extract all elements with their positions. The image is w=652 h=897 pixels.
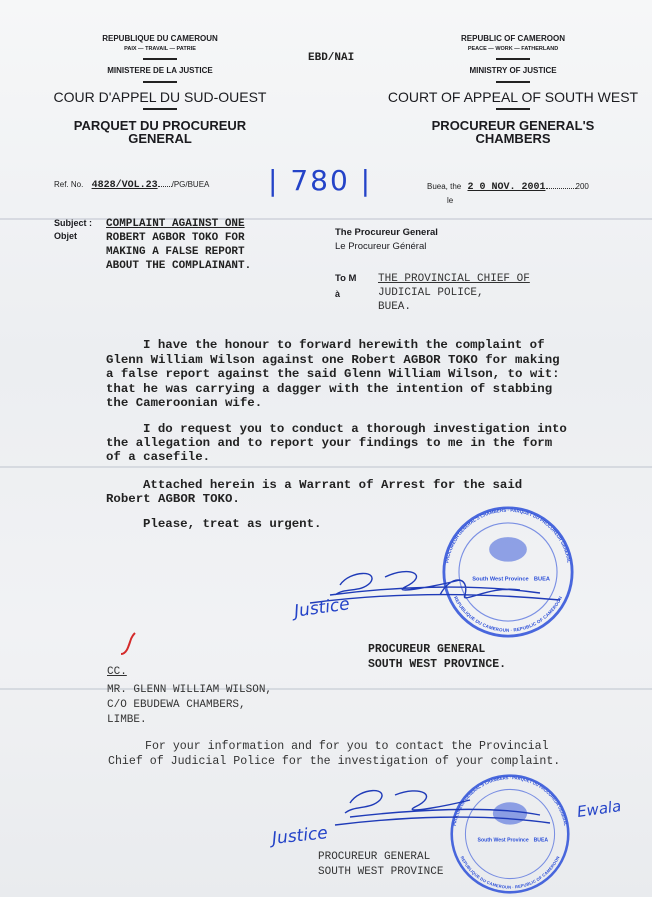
cc-label-text: CC.	[107, 666, 127, 678]
ref-line	[54, 180, 209, 191]
stamp-city: BUEA	[533, 576, 550, 583]
header-en-motto: PEACE — WORK — FATHERLAND	[467, 46, 559, 52]
cc-note	[108, 739, 560, 769]
paragraph-3	[106, 478, 522, 506]
cc-line: C/O EBUDEWA CHAMBERS,	[107, 699, 246, 711]
paragraph-1	[106, 338, 560, 411]
signature-province: SOUTH WEST PROVINCE.	[368, 658, 507, 671]
body-line: Glenn William Wilson against one Robert AGBOR TOKO for making	[106, 352, 560, 367]
subject-text	[106, 217, 251, 273]
cc-address	[107, 683, 272, 728]
header-en-country: REPUBLIC OF CAMEROON	[461, 34, 565, 43]
header-fr-motto: PAIX — TRAVAIL — PATRIE	[124, 46, 196, 52]
signature-handwriting: Justice	[271, 823, 329, 849]
office-line: PARQUET DU PROCUREUR	[73, 118, 247, 133]
subject-line: COMPLAINT AGAINST ONE	[106, 218, 245, 230]
signature-title: PROCUREUR GENERAL	[368, 643, 486, 656]
subject-line: MAKING A FALSE REPORT	[106, 246, 245, 258]
body-line: that he was carrying a dagger with the intention of stabbing	[106, 381, 553, 396]
subject-line: ROBERT AGBOR TOKO FOR	[106, 232, 245, 244]
body-line: the Cameroonian wife.	[106, 396, 263, 411]
signature-handwriting: Justice	[292, 594, 351, 622]
initials: EBD/NAI	[308, 52, 355, 64]
body-line: I have the honour to forward herewith the complaint of	[143, 338, 545, 352]
body-line: of a casefile.	[106, 450, 211, 464]
recipient-label: To M	[335, 273, 357, 284]
stamp-bottom-text: REPUBLIQUE DU CAMEROUN · REPUBLIC OF CAMEROON	[452, 595, 564, 633]
header-en-ministry: MINISTRY OF JUSTICE	[469, 66, 557, 75]
subject-label-fr: Objet	[54, 231, 78, 241]
stamp-inner-text: South West Province	[477, 837, 529, 844]
stamp-outer-text: PROCUREUR GENERAL'S CHAMBERS · PARQUET DU PROCUREUR GENERAL	[444, 507, 572, 564]
body-line: the allegation and to report your findings to me in the form	[106, 436, 553, 450]
cc-line: LIMBE.	[107, 714, 147, 726]
recipient-line: BUEA.	[378, 301, 412, 313]
ref-number: 4828/VOL.23	[91, 180, 158, 191]
signature-province: SOUTH WEST PROVINCE	[318, 866, 444, 878]
divider	[143, 81, 177, 83]
recipient-line: JUDICIAL POLICE,	[378, 287, 484, 299]
paragraph-2	[106, 422, 567, 464]
fold-line	[0, 466, 652, 468]
signature-block-2	[318, 850, 443, 880]
divider	[496, 81, 530, 83]
paragraph-4: Please, treat as urgent.	[143, 517, 322, 531]
date-label: Buea, the	[427, 182, 462, 191]
date-value: 2 0 NOV. 2001	[467, 182, 546, 193]
body-line: I do request you to conduct a thorough investigation into	[143, 422, 567, 436]
body-line: Robert AGBOR TOKO.	[106, 492, 240, 506]
office-line: GENERAL	[128, 131, 192, 146]
signature-block	[368, 642, 506, 672]
stamp-city: BUEA	[533, 837, 549, 844]
stamp-bottom-text: REPUBLIQUE DU CAMEROUN · REPUBLIC OF CAMEROON	[459, 855, 561, 890]
divider	[496, 58, 530, 60]
header-fr-ministry: MINISTERE DE LA JUSTICE	[107, 66, 213, 75]
date-label-fr: le	[447, 196, 454, 205]
recipient-line: THE PROVINCIAL CHIEF OF	[378, 273, 530, 285]
cc-line: MR. GLENN WILLIAM WILSON,	[107, 684, 273, 696]
fold-line	[0, 218, 652, 220]
cc-note-line: Chief of Judicial Police for the investigation of your complaint.	[108, 755, 561, 768]
sender-en: The Procureur General	[335, 227, 438, 238]
handwritten-number: | 780 |	[268, 164, 373, 197]
signature-handwriting: Ewala	[575, 797, 623, 821]
divider	[143, 58, 177, 60]
stamp-outer-text: PROCUREUR GENERAL'S CHAMBERS · PARQUET DU PROCUREUR GENERAL	[451, 775, 569, 827]
ref-suffix: /PG/BUEA	[171, 180, 210, 189]
body-line: Attached herein is a Warrant of Arrest for the said	[143, 478, 523, 492]
recipient-label-fr: à	[335, 289, 341, 299]
body-line: a false report against the said Glenn William Wilson, to wit:	[106, 367, 560, 382]
red-check-mark-icon	[118, 632, 138, 658]
office-line: CHAMBERS	[475, 131, 551, 146]
signature-2	[330, 785, 580, 845]
date-line	[427, 182, 589, 193]
office-line: PROCUREUR GENERAL'S	[431, 118, 595, 133]
stamp-inner-text: South West Province	[472, 576, 529, 583]
header-en-court: COURT OF APPEAL OF SOUTH WEST	[387, 89, 639, 105]
cc-label	[107, 666, 127, 678]
fold-line	[0, 688, 652, 690]
cc-note-line: For your information and for you to contact the Provincial	[145, 740, 549, 753]
header-fr-office	[74, 119, 246, 145]
subject-line: ABOUT THE COMPLAINANT.	[106, 260, 252, 272]
header-fr-country: REPUBLIQUE DU CAMEROUN	[102, 34, 218, 43]
recipient-address	[378, 272, 530, 314]
signature-title: PROCUREUR GENERAL	[318, 851, 431, 863]
divider	[496, 108, 530, 110]
date-suffix: 200	[575, 182, 589, 191]
emblem-icon	[489, 537, 527, 562]
ref-label: Ref. No.	[54, 180, 84, 189]
subject-label: Subject :	[54, 218, 93, 228]
divider	[143, 108, 177, 110]
header-en-office	[432, 119, 595, 145]
sender-fr: Le Procureur Général	[335, 241, 427, 252]
header-fr-court: COUR D'APPEL DU SUD-OUEST	[53, 89, 267, 105]
